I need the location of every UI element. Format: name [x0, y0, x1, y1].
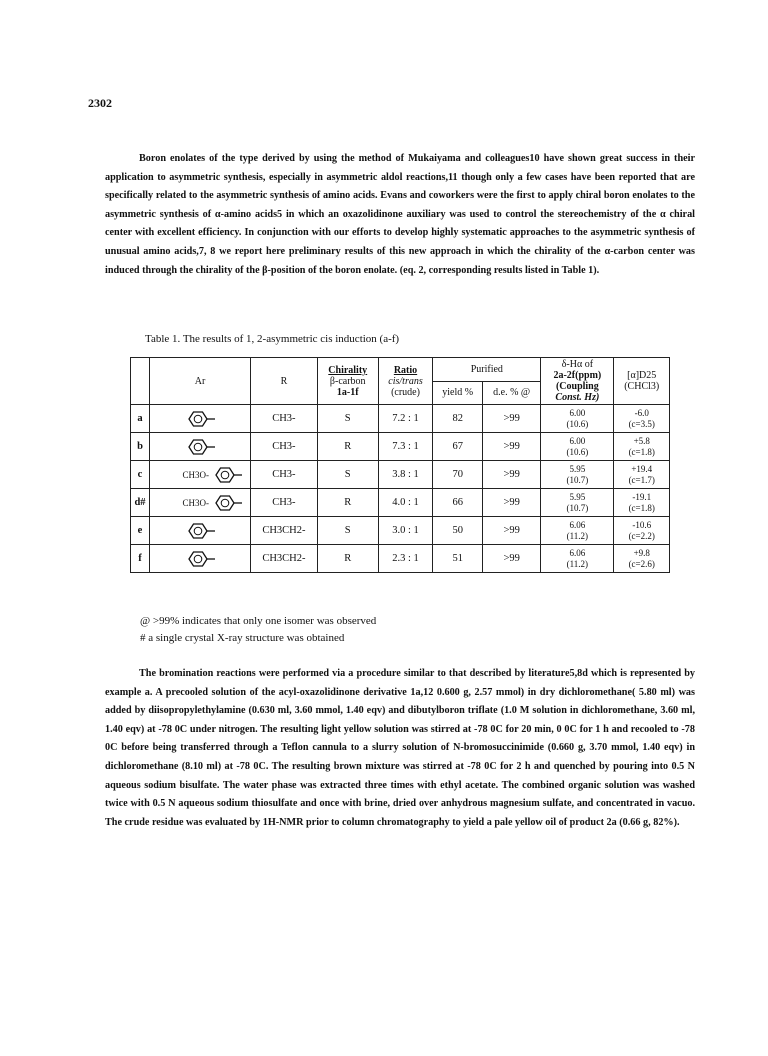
r-group: CH3-: [251, 433, 318, 461]
benzene-ring-icon: [183, 550, 217, 568]
shift-coupling: (10.7): [566, 502, 589, 513]
aryl-prefix: CH3O-: [182, 497, 209, 508]
ratio-value: 7.3 : 1: [378, 433, 433, 461]
yield-value: 70: [433, 461, 483, 489]
ratio-header-top: Ratio: [393, 364, 418, 376]
rotation-value: [614, 461, 670, 489]
row-key: f: [131, 545, 150, 573]
rotation-value: [614, 489, 670, 517]
de-value: >99: [483, 489, 541, 517]
r-group: CH3-: [251, 461, 318, 489]
de-value: >99: [483, 461, 541, 489]
shift-value: [541, 489, 614, 517]
chirality-value: S: [317, 461, 378, 489]
procedure-paragraph-text: The bromination reactions were performed via a procedure similar to that described by literature5,8d which is represented by example a. A precooled solution of the acyl-oxazolidinone derivative 1a,12 0.600 g, 2.57 mmol) in dry dichloromethane( 5.80 ml) was added by diisopropylethylamine (0.630 ml, 3.60 mmol, 1.40 eqv) and dibutylboron triflate (1.0 M solution in dichloromethane, 3.60 ml, 1.40 eqv) at -78 0C under nitrogen. The resulting light yellow solution was stirred at -78 0C for 20 min, 0 0C for 1 h and recooled to -78 0C before being transferred through a Teflon cannula to a slurry solution of N-bromosuccinimide (0.660 g, 3.70 mmol, 1.40 eqv) in dichloromethane (8.10 ml) at -78 0C. The resulting brown mixture was stirred at -78 0C for 2 h and quenched by pouring into 0.5 N aqueous sodium bisulfate. The water phase was extracted three times with ethyl acetate. The combined organic solution was washed twice with 0.5 N aqueous sodium thiosulfate and once with brine, dried over anhydrous magnesium sulfate, and concentrated in vacuo. The crude residue was evaluated by 1H-NMR prior to column chromatography to yield a pale yellow oil of product 2a (0.66 g, 82%).: [105, 668, 695, 828]
rotation-degrees: +5.8: [633, 435, 650, 446]
procedure-paragraph: [105, 665, 695, 832]
note-at: @ >99% indicates that only one isomer was observed: [140, 615, 377, 627]
shift-value: [541, 433, 614, 461]
rotation-header-2: (CHCl3): [624, 381, 660, 392]
table-row: [131, 489, 670, 517]
chirality-value: R: [317, 489, 378, 517]
aryl-group: [150, 545, 251, 573]
rotation-value: [614, 545, 670, 573]
shift-ppm: 6.06: [569, 547, 586, 558]
chirality-value: S: [317, 517, 378, 545]
shift-header-1: δ-Hα of: [561, 359, 594, 370]
table-row: [131, 461, 670, 489]
table-row: [131, 405, 670, 433]
row-key: e: [131, 517, 150, 545]
aryl-group: [150, 517, 251, 545]
shift-ppm: 6.00: [569, 407, 586, 418]
rotation-degrees: +19.4: [631, 463, 653, 474]
col-key-header: [131, 358, 150, 405]
rotation-conc: (c=1.8): [628, 502, 655, 513]
col-ratio-header: [378, 358, 433, 405]
rotation-conc: (c=2.2): [628, 530, 655, 541]
col-de-header: d.e. % @: [483, 381, 541, 405]
page-number: 2302: [88, 96, 112, 110]
table-row: [131, 517, 670, 545]
shift-coupling: (10.7): [566, 474, 589, 485]
chirality-header-bot: 1a-1f: [336, 386, 359, 398]
ratio-value: 3.8 : 1: [378, 461, 433, 489]
row-key: c: [131, 461, 150, 489]
results-table: [130, 357, 670, 573]
shift-header-2: 2a-2f(ppm): [553, 370, 602, 381]
col-ar-header: Ar: [150, 358, 251, 405]
ratio-header-mid: cis/trans: [388, 375, 423, 387]
ratio-value: 3.0 : 1: [378, 517, 433, 545]
de-value: >99: [483, 545, 541, 573]
de-value: >99: [483, 517, 541, 545]
benzene-ring-icon: [210, 494, 244, 512]
ratio-value: 2.3 : 1: [378, 545, 433, 573]
shift-header-4: Const. Hz): [555, 392, 600, 403]
aryl-prefix: CH3O-: [182, 469, 209, 480]
chirality-value: S: [317, 405, 378, 433]
chirality-header-top: Chirality: [328, 364, 368, 376]
chirality-value: R: [317, 545, 378, 573]
rotation-value: [614, 433, 670, 461]
table-caption: Table 1. The results of 1, 2-asymmetric cis induction (a-f): [145, 333, 400, 345]
shift-coupling: (11.2): [566, 530, 589, 541]
shift-value: [541, 405, 614, 433]
rotation-header-1: [α]D25: [627, 370, 657, 381]
row-key: b: [131, 433, 150, 461]
rotation-degrees: -19.1: [632, 491, 652, 502]
col-yield-header: yield %: [433, 381, 483, 405]
benzene-ring-icon: [210, 466, 244, 484]
shift-ppm: 6.00: [569, 435, 586, 446]
yield-value: 67: [433, 433, 483, 461]
de-value: >99: [483, 405, 541, 433]
ratio-value: 4.0 : 1: [378, 489, 433, 517]
ratio-header-bot: (crude): [391, 386, 420, 398]
aryl-group: [150, 461, 251, 489]
shift-ppm: 5.95: [569, 491, 586, 502]
benzene-ring-icon: [183, 522, 217, 540]
yield-value: 51: [433, 545, 483, 573]
col-r-header: R: [251, 358, 318, 405]
aryl-group: [150, 405, 251, 433]
rotation-degrees: +9.8: [633, 547, 650, 558]
rotation-conc: (c=1.8): [628, 446, 655, 457]
shift-value: [541, 461, 614, 489]
rotation-conc: (c=2.6): [628, 558, 655, 569]
r-group: CH3-: [251, 489, 318, 517]
r-group: CH3CH2-: [251, 517, 318, 545]
chirality-header-mid: β-carbon: [329, 375, 366, 387]
shift-ppm: 5.95: [569, 463, 586, 474]
col-chirality-header: [317, 358, 378, 405]
shift-header-3: (Coupling: [555, 381, 599, 392]
r-group: CH3-: [251, 405, 318, 433]
benzene-ring-icon: [183, 410, 217, 428]
col-shift-header: [541, 358, 614, 405]
intro-paragraph: [105, 150, 695, 280]
shift-value: [541, 517, 614, 545]
aryl-group: [150, 433, 251, 461]
benzene-ring-icon: [183, 438, 217, 456]
chirality-value: R: [317, 433, 378, 461]
aryl-group: [150, 489, 251, 517]
col-rotation-header: [614, 358, 670, 405]
row-key: d#: [131, 489, 150, 517]
table-notes: [140, 613, 376, 647]
rotation-degrees: -6.0: [634, 407, 649, 418]
table-row: [131, 433, 670, 461]
yield-value: 66: [433, 489, 483, 517]
table-row: [131, 545, 670, 573]
rotation-value: [614, 517, 670, 545]
ratio-value: 7.2 : 1: [378, 405, 433, 433]
rotation-conc: (c=3.5): [628, 418, 655, 429]
col-purified-header: Purified: [433, 358, 541, 382]
shift-ppm: 6.06: [569, 519, 586, 530]
rotation-degrees: -10.6: [632, 519, 652, 530]
r-group: CH3CH2-: [251, 545, 318, 573]
row-key: a: [131, 405, 150, 433]
intro-paragraph-text: Boron enolates of the type derived by using the method of Mukaiyama and colleagues10 have shown great success in their application to asymmetric synthesis, especially in asymmetric aldol reactions,11 though only a few cases have been reported that are specifically related to the asymmetric synthesis of amino acids. Evans and coworkers were the first to apply chiral boron enolates to the asymmetric synthesis of α-amino acids5 in which an oxazolidinone auxiliary was used to control the stereochemistry of the α chiral center with excellent efficiency. In conjunction with our efforts to develop highly systematic approaches to the asymmetric synthesis of unusual amino acids,7, 8 we report here preliminary results of this new approach in which the chirality of the α-carbon center was induced through the chirality of the β-position of the boron enolate. (eq. 2, corresponding results listed in Table 1).: [105, 153, 695, 276]
shift-coupling: (10.6): [566, 446, 589, 457]
rotation-conc: (c=1.7): [628, 474, 655, 485]
shift-coupling: (11.2): [566, 558, 589, 569]
note-hash: # a single crystal X-ray structure was obtained: [140, 632, 345, 644]
shift-coupling: (10.6): [566, 418, 589, 429]
de-value: >99: [483, 433, 541, 461]
shift-value: [541, 545, 614, 573]
yield-value: 82: [433, 405, 483, 433]
rotation-value: [614, 405, 670, 433]
yield-value: 50: [433, 517, 483, 545]
